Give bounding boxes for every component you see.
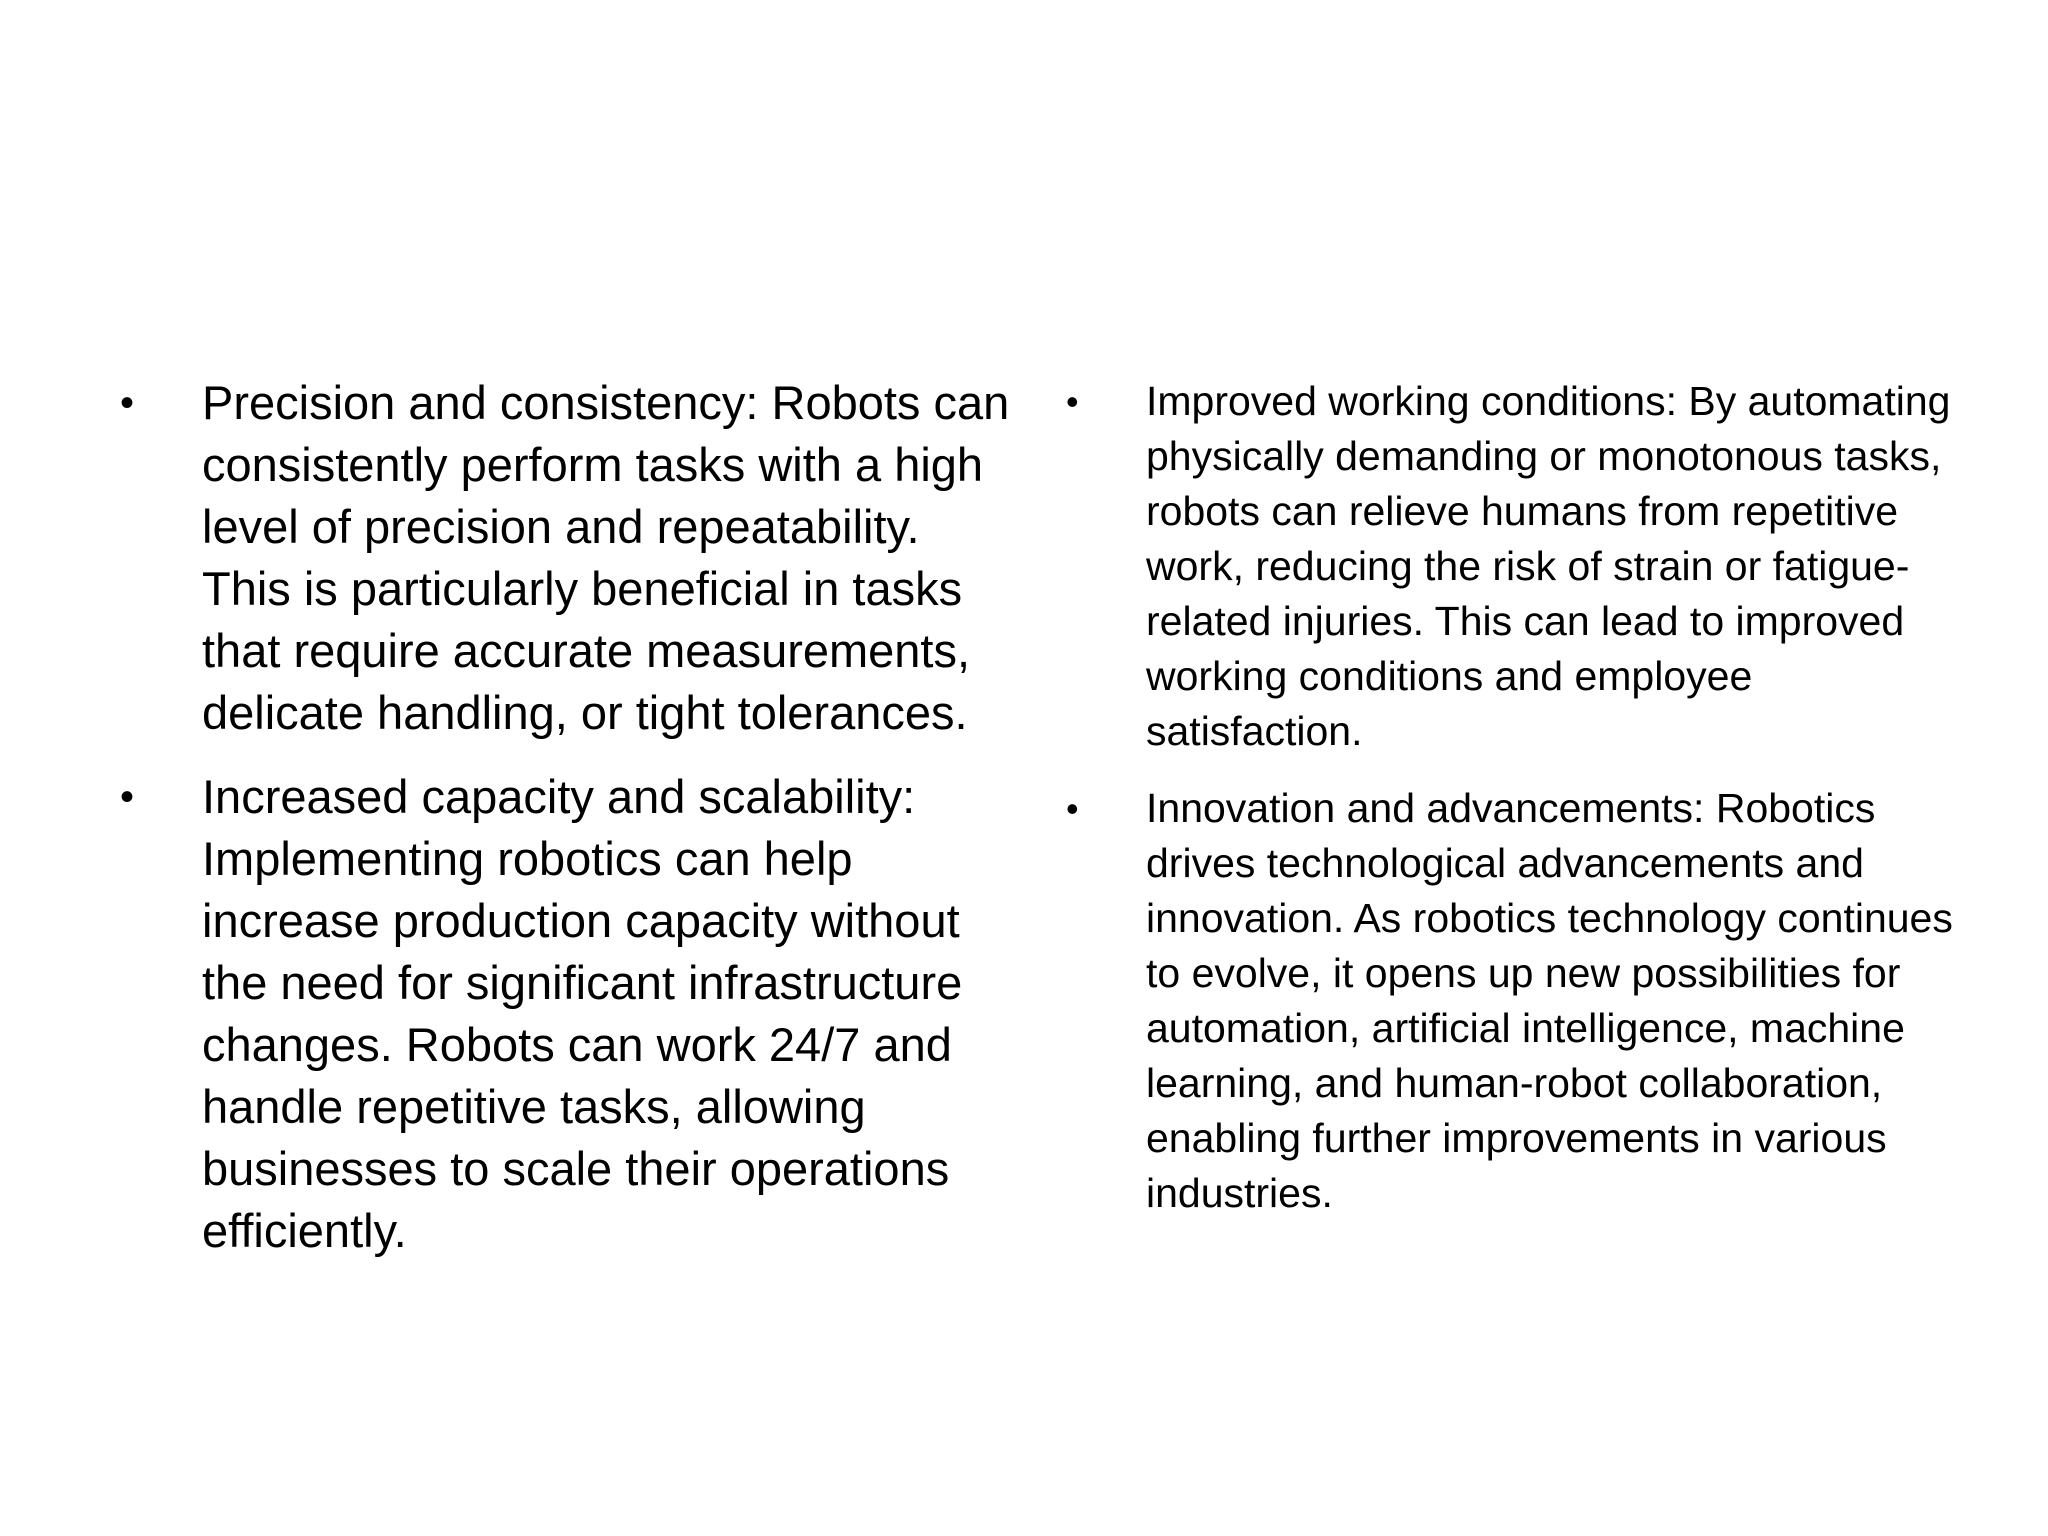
left-bullet-list: [120, 372, 1010, 1284]
bullet-icon: •: [1066, 788, 1079, 829]
bullet-innovation-advancements: [1064, 781, 1964, 1221]
bullet-text: Increased capacity and scalability: Implementing robotics can help increase production capacity without the need for significant infrastructure changes. Robots can work 24/7 and handle repetitive tasks, allowing businesses to scale their operations efficiently.: [202, 770, 963, 1257]
bullet-icon: •: [1066, 381, 1079, 422]
right-bullet-list: [1064, 374, 1964, 1243]
bullet-icon: •: [120, 381, 135, 425]
bullet-working-conditions: [1064, 374, 1964, 759]
bullet-capacity-scalability: [120, 766, 1010, 1262]
bullet-precision-consistency: [120, 372, 1010, 744]
bullet-icon: •: [120, 775, 135, 819]
bullet-text: Innovation and advancements: Robotics drives technological advancements and innovation. As robotics technology continues to evolve, it opens up new possibilities for automation, artificial intelligence, machine learning, and human-robot collaboration, enabling further improvements in various industries.: [1146, 785, 1953, 1216]
bullet-text: Improved working conditions: By automating physically demanding or monotonous tasks, robots can relieve humans from repetitive work, reducing the risk of strain or fatigue-related injuries. This can lead to improved working conditions and employee satisfaction.: [1146, 378, 1951, 754]
bullet-text: Precision and consistency: Robots can consistently perform tasks with a high level of precision and repeatability. This is particularly beneficial in tasks that require accurate measurements, delicate handling, or tight tolerances.: [202, 376, 1010, 739]
